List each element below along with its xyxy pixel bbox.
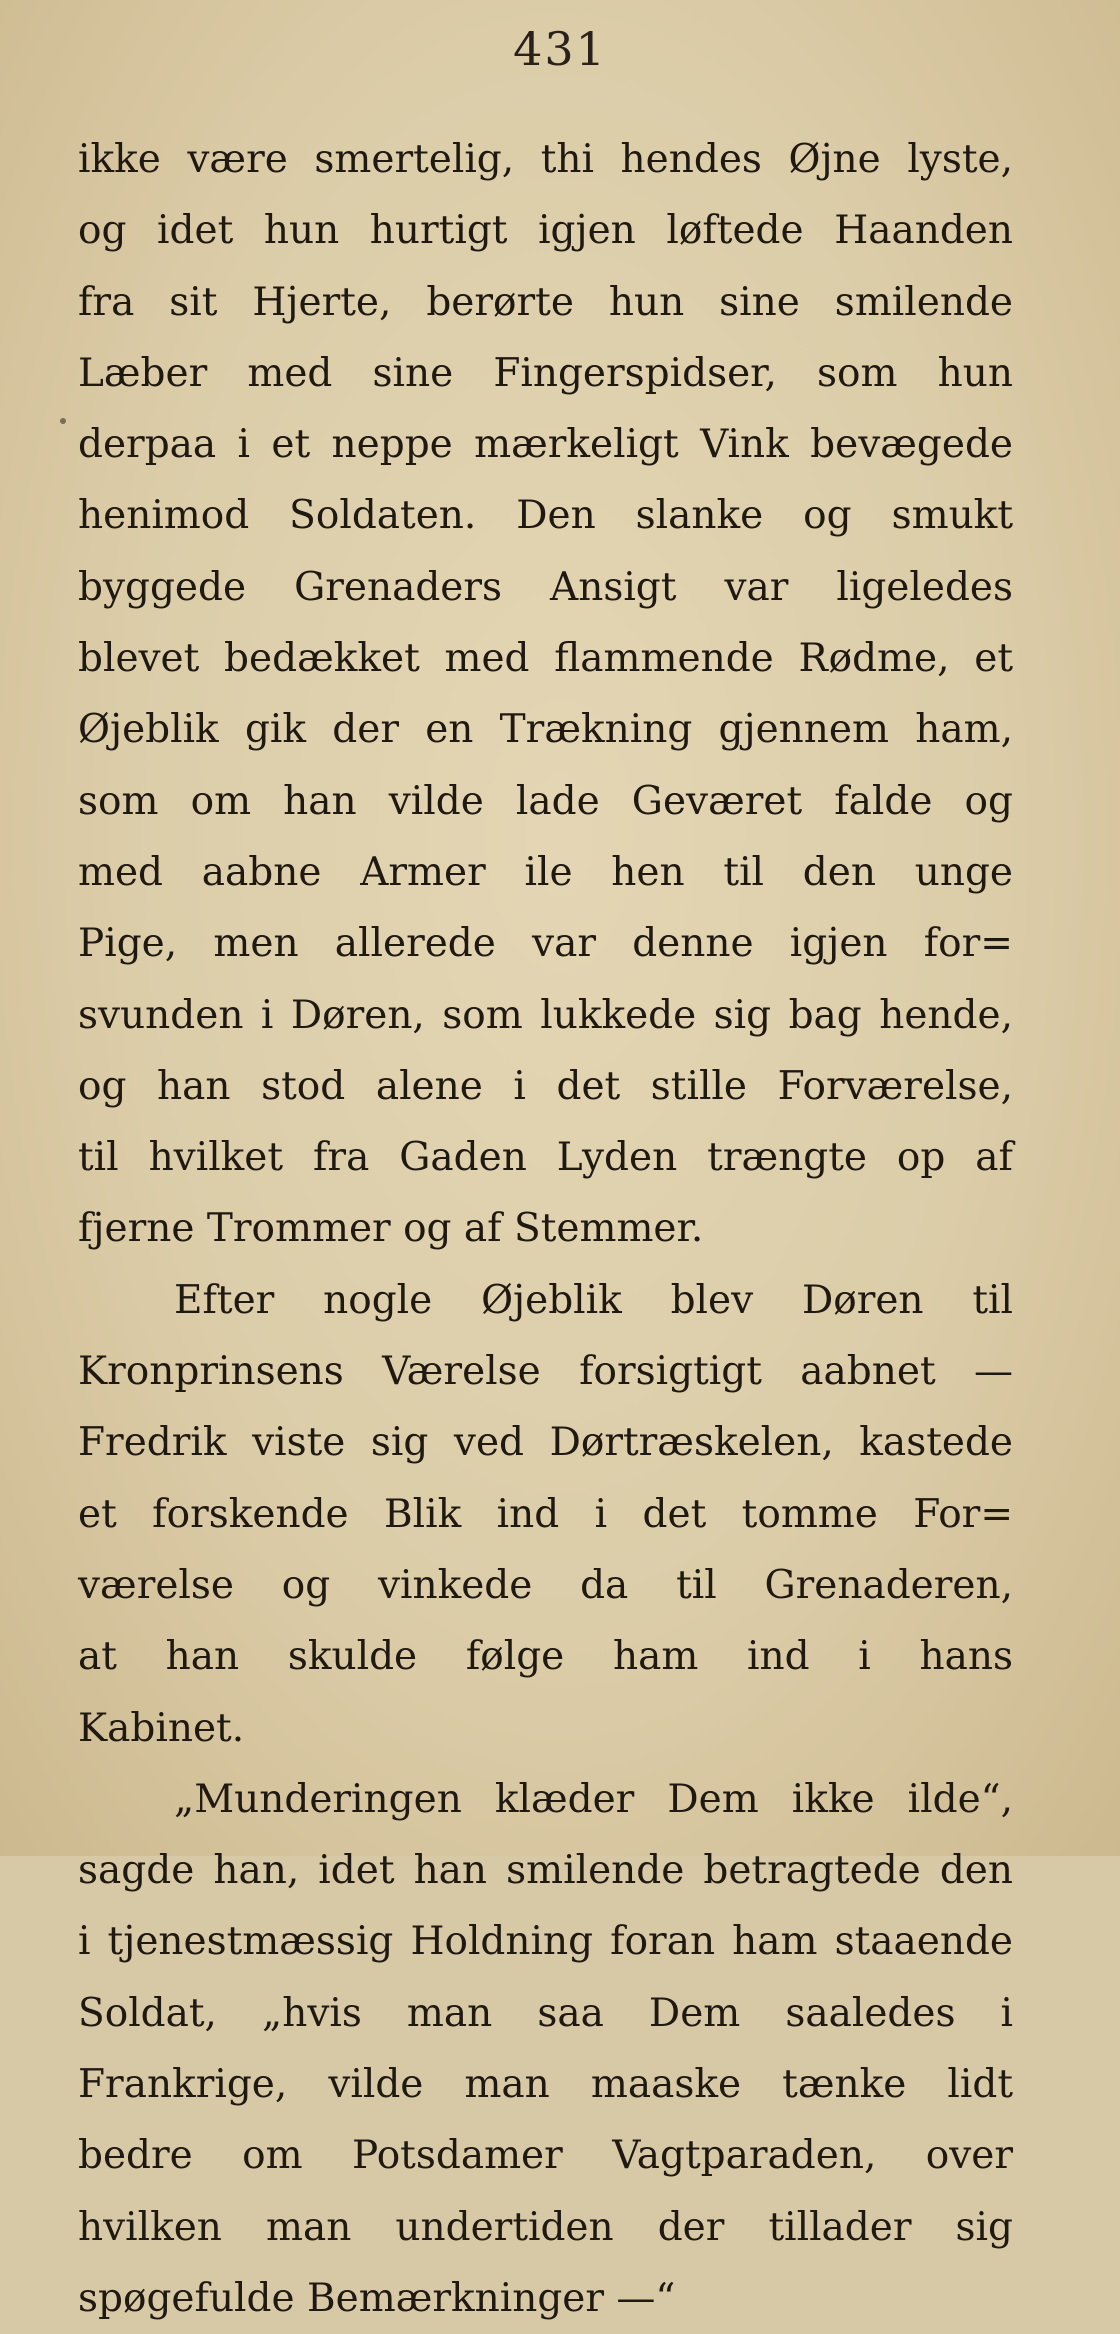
text-line: Efter nogle Øjeblik blev Døren til	[174, 1277, 1013, 1323]
text-line: fra sit Hjerte, berørte hun sine smilende	[78, 279, 1013, 325]
text-line: Fredrik viste sig ved Dørtræskelen, kastede	[78, 1420, 1013, 1466]
text-line: svunden i Døren, som lukkede sig bag hende,	[78, 992, 1013, 1038]
text-line: ikke være smertelig, thi hendes Øjne lyste,	[78, 137, 1013, 182]
text-line: blevet bedækket med flammende Rødme, et	[78, 636, 1013, 682]
text-line: at han skulde følge ham ind i hans	[78, 1634, 1013, 1680]
text-line: byggede Grenaders Ansigt var ligeledes	[78, 564, 1013, 610]
text-line: et forskende Blik ind i det tomme For=	[78, 1491, 1013, 1537]
text-line: spøgefulde Bemærkninger —“	[78, 2275, 676, 2321]
text-line: og han stod alene i det stille Forværelse,	[78, 1063, 1013, 1109]
text-line: „Munderingen klæder Dem ikke ilde“,	[174, 1776, 1013, 1822]
text-line: fjerne Trommer og af Stemmer.	[78, 1206, 704, 1252]
text-line: Pige, men allerede var denne igjen for=	[78, 921, 1013, 967]
text-line: bedre om Potsdamer Vagtparaden, over	[78, 2133, 1013, 2179]
text-line: i tjenestmæssig Holdning foran ham staaende	[78, 1919, 1013, 1965]
margin-speck	[60, 418, 66, 424]
text-line: som om han vilde lade Geværet falde og	[78, 778, 1013, 824]
text-line: hvilken man undertiden der tillader sig	[78, 2204, 1013, 2250]
text-line: til hvilket fra Gaden Lyden trængte op af	[78, 1135, 1013, 1181]
text-line: Frankrige, vilde man maaske tænke lidt	[78, 2062, 1013, 2108]
text-line: sagde han, idet han smilende betragtede den	[78, 1848, 1013, 1894]
text-line: henimod Soldaten. Den slanke og smukt	[78, 493, 1013, 539]
text-line: Kabinet.	[78, 1705, 245, 1751]
text-line: værelse og vinkede da til Grenaderen,	[78, 1562, 1013, 1608]
text-line: Kronprinsens Værelse forsigtigt aabnet —	[78, 1349, 1013, 1395]
text-line: derpaa i et neppe mærkeligt Vink bevægede	[78, 422, 1013, 468]
text-line: Læber med sine Fingerspidser, som hun	[78, 350, 1013, 396]
text-line: og idet hun hurtigt igjen løftede Haanden	[78, 208, 1013, 254]
text-line: med aabne Armer ile hen til den unge	[78, 849, 1013, 895]
text-line: Soldat, „hvis man saa Dem saaledes i	[78, 1990, 1013, 2036]
page-number: 431	[513, 22, 607, 76]
text-line: Øjeblik gik der en Trækning gjennem ham,	[78, 707, 1013, 753]
body-text	[78, 124, 1013, 2334]
